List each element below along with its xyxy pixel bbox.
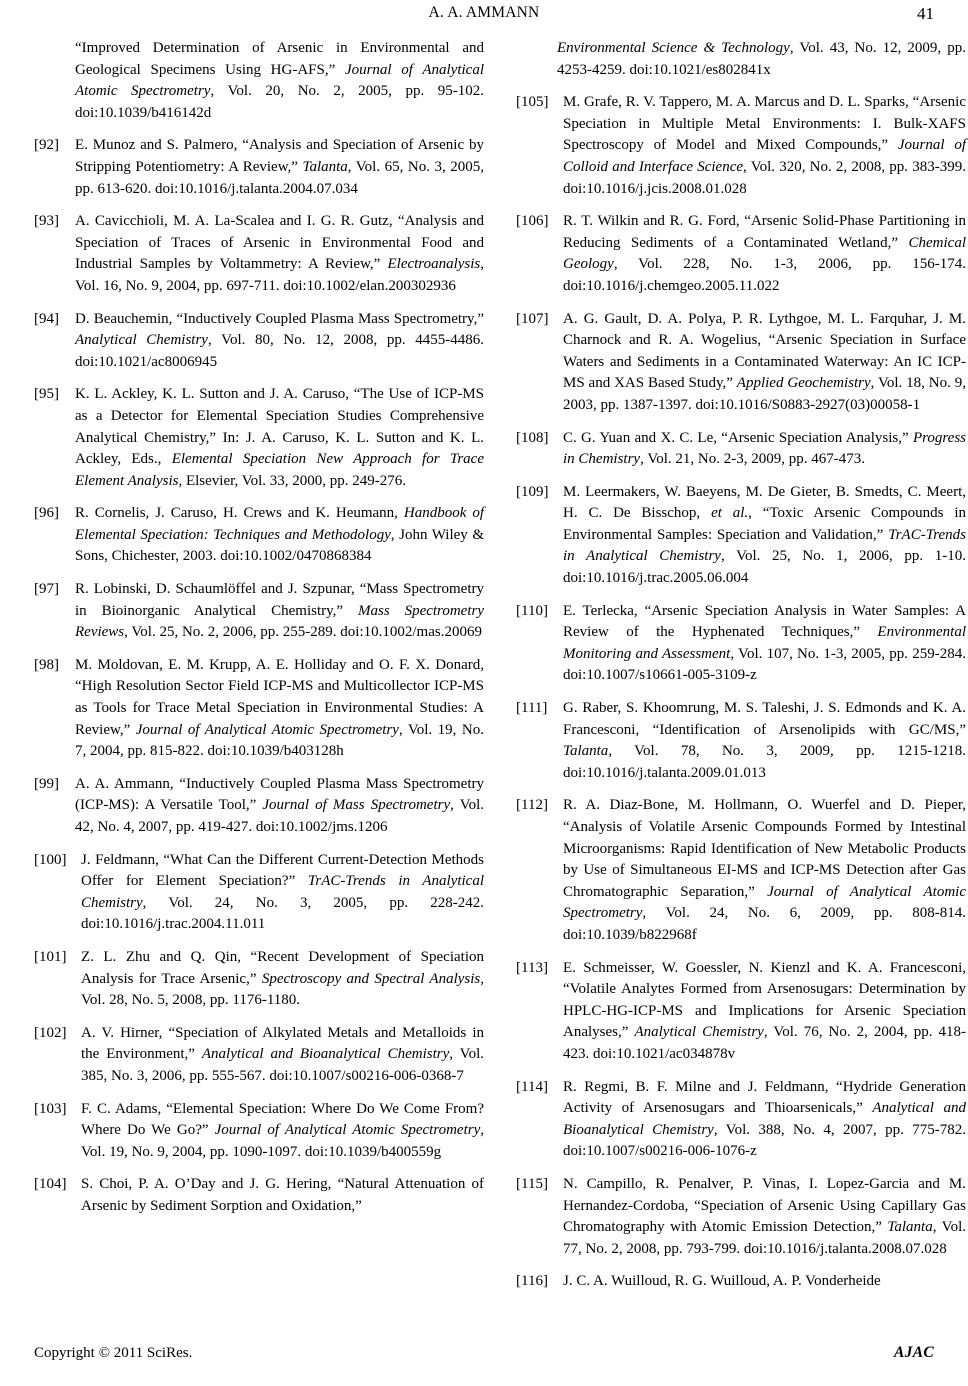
running-head-author: A. A. AMMANN	[428, 4, 540, 21]
reference-text-segment: E. Terlecka, “Arsenic Speciation Analysis in Water Samples: A Review of the Hyphenated Techniques,”	[563, 602, 966, 641]
reference-text-segment: S. Choi, P. A. O’Day and J. G. Hering, “Natural Attenuation of Arsenic by Sediment Sorption and Oxidation,”	[81, 1176, 484, 1214]
reference-text-segment: , Vol. 16, No. 9, 2004, pp. 697-711. doi:10.1002/elan.200302936	[75, 256, 484, 294]
reference-text-segment: N. Campillo, R. Penalver, P. Vinas, I. Lopez-Garcia and M. Hernandez-Cordoba, “Speciation of Arsenic Using Capillary Gas Chromatography with Atomic Emission Detection,”	[563, 1175, 966, 1236]
reference-text-segment: R. T. Wilkin and R. G. Ford, “Arsenic Solid-Phase Partitioning in Reducing Sediments of a Contaminated Wetland,”	[563, 213, 966, 251]
reference-text	[75, 774, 484, 839]
reference-entry	[34, 135, 484, 200]
reference-text-segment: , Elsevier, Vol. 33, 2000, pp. 249-276.	[178, 472, 407, 489]
reference-entry	[516, 92, 966, 200]
reference-entry	[516, 601, 966, 687]
reference-number: [109]	[516, 483, 549, 500]
reference-text-segment: , Vol. 25, No. 2, 2006, pp. 255-289. doi:10.1002/mas.20069	[124, 624, 482, 641]
reference-text	[557, 38, 966, 81]
reference-number: [111]	[516, 700, 548, 717]
reference-number: [100]	[34, 851, 67, 868]
reference-text	[81, 1023, 484, 1088]
running-head	[34, 0, 934, 34]
reference-title-italic: Journal of Analytical Atomic Spectrometry	[75, 61, 484, 100]
reference-title-italic: Environmental Science & Technology	[557, 40, 790, 56]
reference-entry	[34, 1099, 484, 1164]
reference-entry	[516, 1271, 966, 1293]
reference-title-italic: Analytical and Bioanalytical Chemistry	[201, 1046, 450, 1063]
reference-text	[75, 135, 484, 200]
reference-text	[563, 1271, 966, 1293]
reference-number: [112]	[516, 797, 548, 814]
page-number: 41	[917, 4, 934, 23]
reference-title-italic: Analytical Chemistry	[634, 1024, 764, 1041]
reference-number: [96]	[34, 505, 59, 522]
reference-number: [103]	[34, 1100, 67, 1117]
reference-entry	[516, 795, 966, 946]
reference-entry	[516, 482, 966, 590]
reference-number: [113]	[516, 959, 548, 976]
reference-text	[563, 1174, 966, 1260]
reference-entry	[34, 38, 484, 124]
reference-entry	[34, 211, 484, 297]
reference-text	[75, 384, 484, 492]
reference-number: [93]	[34, 213, 59, 230]
reference-text	[81, 850, 484, 936]
reference-text	[563, 795, 966, 946]
reference-entry	[34, 655, 484, 763]
reference-title-italic: Electroanalysis	[387, 256, 481, 273]
reference-text-segment: M. Leermakers, W. Baeyens, M. De Gieter, B. Smedts, C. Meert, H. C. De Bisschop,	[563, 483, 966, 522]
reference-text-segment: , Vol. 24, No. 6, 2009, pp. 808-814. doi:10.1039/b822968f	[563, 905, 966, 943]
reference-text	[75, 38, 484, 124]
reference-text-segment: E. Schmeisser, W. Goessler, N. Kienzl and K. A. Francesconi, “Volatile Analytes Formed from Arsenosugars: Determination by HPLC-HG-ICP-MS and Implications for Arsenic Speciation Analyses,”	[563, 959, 966, 1041]
reference-text	[563, 482, 966, 590]
reference-entry	[34, 503, 484, 568]
reference-text-segment: , Vol. 80, No. 12, 2008, pp. 4455-4486. doi:10.1021/ac8006945	[75, 332, 485, 370]
reference-text-segment: , Vol. 76, No. 2, 2004, pp. 418-423. doi:10.1021/ac034878v	[563, 1024, 967, 1062]
reference-text	[81, 1174, 484, 1217]
reference-number: [94]	[34, 310, 59, 327]
reference-text-segment: A. V. Hirner, “Speciation of Alkylated Metals and Metalloids in the Environment,”	[81, 1024, 484, 1063]
reference-title-italic: Spectroscopy and Spectral Analysis	[261, 970, 481, 987]
reference-title-italic: Analytical Chemistry	[75, 332, 208, 349]
reference-title-italic: Journal of Analytical Atomic Spectrometry	[563, 883, 966, 922]
reference-entry	[34, 850, 484, 936]
reference-number: [105]	[516, 94, 549, 111]
reference-entry	[516, 958, 966, 1066]
reference-title-italic: Journal of Colloid and Interface Science	[563, 137, 966, 175]
reference-text-segment: , Vol. 28, No. 5, 2008, pp. 1176-1180.	[81, 970, 484, 1009]
left-column	[34, 38, 484, 1304]
reference-text-segment: E. Munoz and S. Palmero, “Analysis and Speciation of Arsenic by Stripping Potentiometry: A Review,”	[75, 137, 484, 175]
reference-number: [108]	[516, 429, 549, 446]
reference-text-segment: , Vol. 43, No. 12, 2009, pp. 4253-4259. doi:10.1021/es802841x	[557, 40, 966, 78]
reference-text-segment: “Improved Determination of Arsenic in Environmental and Geological Specimens Using HG-AFS,”	[75, 40, 484, 78]
reference-text	[563, 428, 966, 471]
reference-text-segment: C. G. Yuan and X. C. Le, “Arsenic Speciation Analysis,”	[563, 429, 913, 446]
reference-text	[75, 309, 484, 374]
reference-text-segment: J. C. A. Wuilloud, R. G. Wuilloud, A. P. Vonderheide	[563, 1273, 881, 1290]
reference-number: [92]	[34, 137, 59, 154]
reference-title-italic: TrAC-Trends in Analytical Chemistry	[563, 526, 966, 565]
reference-text	[563, 92, 966, 200]
reference-title-italic: Talanta	[302, 158, 348, 175]
reference-text	[563, 1077, 966, 1163]
reference-title-italic: Environmental Monitoring and Assessment	[563, 624, 966, 662]
reference-text-segment: A. A. Ammann, “Inductively Coupled Plasma Mass Spectrometry (ICP-MS): A Versatile Tool,”	[75, 775, 484, 814]
reference-text-segment: , Vol. 320, No. 2, 2008, pp. 383-399. doi:10.1016/j.jcis.2008.01.028	[563, 158, 966, 197]
reference-number: [106]	[516, 213, 549, 230]
reference-entry	[34, 579, 484, 644]
reference-title-italic: Analytical and Bioanalytical Chemistry	[563, 1100, 966, 1138]
reference-text-segment: M. Grafe, R. V. Tappero, M. A. Marcus and D. L. Sparks, “Arsenic Speciation in Multiple Metal Environments: I. Bulk-XAFS Spectroscopy of Model and Mixed Compounds,”	[563, 94, 966, 154]
reference-entry	[516, 1077, 966, 1163]
reference-number: [101]	[34, 948, 67, 965]
reference-text-segment: , Vol. 19, No. 9, 2004, pp. 1090-1097. doi:10.1039/b400559g	[81, 1122, 485, 1160]
reference-text-segment: A. G. Gault, D. A. Polya, P. R. Lythgoe, M. L. Farquhar, J. M. Charnock and R. A. Wogelius, “Arsenic Speciation in Surface Waters and Sediments in a Contaminated Waterway: An IC ICP-MS and XAS Based Study,”	[563, 310, 966, 392]
reference-text	[75, 655, 484, 763]
reference-columns	[34, 38, 967, 1304]
reference-text-segment: , Vol. 77, No. 2, 2008, pp. 793-799. doi:10.1016/j.talanta.2008.07.028	[563, 1219, 966, 1257]
reference-title-italic: Talanta	[887, 1219, 933, 1236]
reference-text-segment: J. Feldmann, “What Can the Different Current-Detection Methods Offer for Element Speciation?”	[81, 851, 484, 890]
reference-title-italic: Talanta	[563, 743, 609, 760]
reference-number: [97]	[34, 581, 59, 598]
reference-entry	[34, 309, 484, 374]
reference-text-segment: M. Moldovan, E. M. Krupp, A. E. Holliday and O. F. X. Donard, “High Resolution Sector Field ICP-MS and Multicollector ICP-MS as Tools for Trace Metal Speciation in Environmental Studies: A Review,”	[75, 656, 484, 738]
reference-text-segment: , Vol. 228, No. 1-3, 2006, pp. 156-174. doi:10.1016/j.chemgeo.2005.11.022	[563, 256, 966, 294]
reference-number: [98]	[34, 656, 59, 673]
reference-text	[75, 579, 484, 644]
reference-title-italic: TrAC-Trends in Analytical Chemistry	[81, 873, 485, 911]
reference-number: [107]	[516, 310, 549, 327]
journal-abbreviation: AJAC	[894, 1344, 934, 1361]
copyright-notice: Copyright © 2011 SciRes.	[34, 1345, 193, 1361]
reference-text-segment: , Vol. 18, No. 9, 2003, pp. 1387-1397. doi:10.1016/S0883-2927(03)00058-1	[563, 375, 966, 413]
reference-text	[81, 947, 484, 1012]
reference-text-segment: R. A. Diaz-Bone, M. Hollmann, O. Wuerfel and D. Pieper, “Analysis of Volatile Arsenic Compounds Formed by Intestinal Microorganisms: Rapid Identification of New Metabolic Products by Use of Simultaneous EI-MS and ICP-MS Detection after Gas Chromatographic Separation,”	[563, 797, 966, 900]
reference-text-segment: K. L. Ackley, K. L. Sutton and J. A. Caruso, “The Use of ICP-MS as a Detector for Elemental Speciation Studies Comprehensive Analytical Chemistry,” In: J. A. Caruso, K. L. Sutton and K. L. Ackley, Eds.,	[75, 386, 484, 468]
reference-title-italic: Journal of Analytical Atomic Spectrometry	[214, 1122, 481, 1139]
reference-entry	[34, 947, 484, 1012]
reference-title-italic: Elemental Speciation New Approach for Trace Element Analysis	[75, 451, 484, 489]
reference-title-italic: Applied Geochemistry	[736, 375, 871, 392]
reference-entry	[34, 1023, 484, 1088]
reference-text-segment: , “Toxic Arsenic Compounds in Environmental Samples: Speciation and Validation,”	[563, 505, 966, 543]
reference-text	[75, 211, 484, 297]
right-column	[516, 38, 966, 1304]
reference-entry	[516, 428, 966, 471]
reference-text-segment: , Vol. 25, No. 1, 2006, pp. 1-10. doi:10.1016/j.trac.2005.06.004	[563, 548, 966, 587]
reference-text-segment: , John Wiley & Sons, Chichester, 2003. doi:10.1002/0470868384	[75, 526, 484, 565]
reference-text	[563, 211, 966, 297]
reference-number: [115]	[516, 1175, 548, 1192]
reference-text-segment: A. Cavicchioli, M. A. La-Scalea and I. G. R. Gutz, “Analysis and Speciation of Traces of Arsenic in Environmental Food and Industrial Samples by Voltammetry: A Review,”	[75, 213, 484, 273]
reference-entry	[516, 698, 966, 784]
reference-entry	[34, 384, 484, 492]
reference-entry	[516, 211, 966, 297]
reference-number: [104]	[34, 1176, 67, 1193]
reference-entry	[516, 1174, 966, 1260]
reference-text-segment: , Vol. 385, No. 3, 2006, pp. 555-567. doi:10.1007/s00216-006-0368-7	[81, 1046, 484, 1084]
reference-text-segment: , Vol. 20, No. 2, 2005, pp. 95-102. doi:10.1039/b416142d	[75, 83, 485, 121]
reference-text-segment: D. Beauchemin, “Inductively Coupled Plasma Mass Spectrometry,”	[75, 310, 484, 327]
reference-number: [114]	[516, 1078, 548, 1095]
reference-entry	[516, 38, 966, 81]
reference-text-segment: R. Regmi, B. F. Milne and J. Feldmann, “Hydride Generation Activity of Arsenosugars and Thioarsenicals,”	[563, 1078, 966, 1117]
reference-text-segment: R. Lobinski, D. Schaumlöffel and J. Szpunar, “Mass Spectrometry in Bioinorganic Analytical Chemistry,”	[75, 581, 484, 619]
reference-title-italic: et al.	[711, 505, 749, 522]
reference-text-segment: , Vol. 78, No. 3, 2009, pp. 1215-1218. doi:10.1016/j.talanta.2009.01.013	[563, 743, 966, 781]
reference-title-italic: Journal of Mass Spectrometry	[262, 797, 451, 814]
reference-text	[563, 601, 966, 687]
reference-text-segment: , Vol. 107, No. 1-3, 2005, pp. 259-284. doi:10.1007/s10661-005-3109-z	[563, 645, 966, 684]
reference-text-segment: R. Cornelis, J. Caruso, H. Crews and K. Heumann,	[75, 505, 404, 522]
reference-number: [99]	[34, 775, 59, 792]
reference-text	[81, 1099, 484, 1164]
reference-text-segment: , Vol. 24, No. 3, 2005, pp. 228-242. doi:10.1016/j.trac.2004.11.011	[81, 894, 484, 933]
reference-text-segment: , Vol. 388, No. 4, 2007, pp. 775-782. doi:10.1007/s00216-006-1076-z	[563, 1121, 966, 1160]
reference-title-italic: Chemical Geology	[563, 234, 966, 273]
reference-title-italic: Journal of Analytical Atomic Spectrometry	[135, 721, 399, 738]
reference-number: [116]	[516, 1273, 548, 1290]
reference-text-segment: G. Raber, S. Khoomrung, M. S. Taleshi, J. S. Edmonds and K. A. Francesconi, “Identification of Arsenolipids with GC/MS,”	[563, 700, 966, 738]
reference-text	[563, 958, 966, 1066]
reference-text	[563, 309, 966, 417]
reference-entry	[34, 774, 484, 839]
reference-title-italic: Mass Spectrometry Reviews	[75, 602, 484, 641]
page-footer	[34, 1344, 934, 1362]
reference-text	[75, 503, 484, 568]
reference-number: [102]	[34, 1024, 67, 1041]
reference-title-italic: Handbook of Elemental Speciation: Techniques and Methodology	[75, 505, 484, 543]
reference-entry	[516, 309, 966, 417]
reference-entry	[34, 1174, 484, 1217]
reference-text-segment: , Vol. 65, No. 3, 2005, pp. 613-620. doi:10.1016/j.talanta.2004.07.034	[75, 158, 484, 197]
reference-text-segment: , Vol. 21, No. 2-3, 2009, pp. 467-473.	[640, 451, 865, 468]
reference-text-segment: , Vol. 42, No. 4, 2007, pp. 419-427. doi:10.1002/jms.1206	[75, 797, 485, 835]
reference-number: [95]	[34, 386, 59, 403]
reference-text-segment: F. C. Adams, “Elemental Speciation: Where Do We Come From? Where Do We Go?”	[81, 1100, 484, 1139]
reference-text	[563, 698, 966, 784]
reference-text-segment: , Vol. 19, No. 7, 2004, pp. 815-822. doi:10.1039/b403128h	[75, 721, 484, 760]
reference-number: [110]	[516, 602, 548, 619]
reference-text-segment: Z. L. Zhu and Q. Qin, “Recent Development of Speciation Analysis for Trace Arsenic,”	[81, 948, 484, 987]
reference-title-italic: Progress in Chemistry	[563, 429, 966, 468]
